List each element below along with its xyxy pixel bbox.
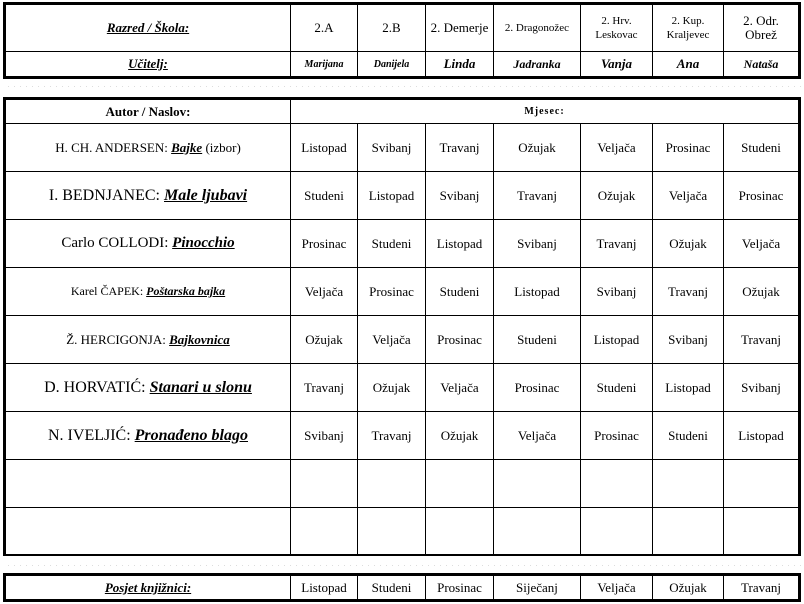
library-visit-table <box>3 573 801 602</box>
book-author: H. CH. ANDERSEN: <box>55 139 168 155</box>
library-month-cell: Veljača <box>581 576 653 600</box>
month-cell: Svibanj <box>358 124 426 172</box>
month-cell: Travanj <box>291 364 358 412</box>
schedule-row <box>6 364 799 412</box>
month-cell: Travanj <box>653 268 724 316</box>
month-cell: Prosinac <box>291 220 358 268</box>
month-cell: Studeni <box>426 268 494 316</box>
month-cell: Svibanj <box>494 220 581 268</box>
book-title: Male ljubavi <box>164 186 248 204</box>
teacher-cell: Vanja <box>581 52 653 77</box>
book-author: N. IVELJIĆ: <box>48 426 131 444</box>
month-header: Mjesec: <box>291 100 799 124</box>
month-cell: Listopad <box>291 124 358 172</box>
book-author: Karel ČAPEK: <box>70 284 144 298</box>
month-cell: Svibanj <box>653 316 724 364</box>
month-cell: Ožujak <box>581 172 653 220</box>
month-cell: Prosinac <box>494 364 581 412</box>
empty-cell <box>291 508 358 556</box>
empty-cell <box>358 508 426 556</box>
book-title: Pronađeno blago <box>134 426 248 444</box>
month-cell: Listopad <box>358 172 426 220</box>
schedule-row <box>6 412 799 460</box>
teacher-cell: Marijana <box>291 52 358 77</box>
month-cell: Veljača <box>291 268 358 316</box>
empty-cell <box>426 460 494 508</box>
empty-row <box>6 460 799 508</box>
month-cell: Travanj <box>494 172 581 220</box>
month-cell: Travanj <box>581 220 653 268</box>
empty-cell <box>6 460 291 508</box>
library-month-cell: Listopad <box>291 576 358 600</box>
empty-cell <box>494 460 581 508</box>
empty-cell <box>653 460 724 508</box>
book-author: I. BEDNJANEC: <box>48 186 160 204</box>
month-cell: Veljača <box>653 172 724 220</box>
month-cell: Prosinac <box>426 316 494 364</box>
class-cell: 2.B <box>358 5 426 52</box>
empty-cell <box>724 460 799 508</box>
month-cell: Ožujak <box>724 268 799 316</box>
empty-cell <box>426 508 494 556</box>
book-title: Pinocchio <box>172 235 235 251</box>
month-cell: Svibanj <box>291 412 358 460</box>
book-title: Bajke <box>171 139 203 155</box>
month-cell: Studeni <box>653 412 724 460</box>
book-cell <box>6 172 291 220</box>
month-cell: Prosinac <box>581 412 653 460</box>
book-title: Stanari u slonu <box>149 378 252 396</box>
month-cell: Veljača <box>494 412 581 460</box>
empty-cell <box>494 508 581 556</box>
month-cell: Listopad <box>724 412 799 460</box>
class-cell: 2. Demerje <box>426 5 494 52</box>
book-cell <box>6 268 291 316</box>
month-cell: Svibanj <box>581 268 653 316</box>
empty-cell <box>581 508 653 556</box>
empty-cell <box>653 508 724 556</box>
month-cell: Svibanj <box>724 364 799 412</box>
book-author: Ž. HERCIGONJA: <box>66 331 166 347</box>
month-cell: Travanj <box>724 316 799 364</box>
empty-cell <box>291 460 358 508</box>
schedule-row <box>6 124 799 172</box>
teacher-cell: Jadranka <box>494 52 581 77</box>
month-cell: Ožujak <box>426 412 494 460</box>
month-cell: Studeni <box>581 364 653 412</box>
library-visit-label: Posjet knjižnici: <box>6 576 291 600</box>
month-cell: Studeni <box>358 220 426 268</box>
month-cell: Veljača <box>581 124 653 172</box>
schedule-row <box>6 172 799 220</box>
empty-cell <box>6 508 291 556</box>
month-cell: Prosinac <box>724 172 799 220</box>
month-cell: Ožujak <box>494 124 581 172</box>
book-cell <box>6 220 291 268</box>
library-month-cell: Travanj <box>724 576 799 600</box>
schedule-row <box>6 220 799 268</box>
month-cell: Listopad <box>426 220 494 268</box>
book-title: Bajkovnica <box>169 331 230 347</box>
month-cell: Travanj <box>358 412 426 460</box>
library-month-cell: Ožujak <box>653 576 724 600</box>
month-cell: Travanj <box>426 124 494 172</box>
library-month-cell: Prosinac <box>426 576 494 600</box>
class-label: Razred / Škola: <box>6 5 291 52</box>
library-month-cell: Siječanj <box>494 576 581 600</box>
month-cell: Listopad <box>581 316 653 364</box>
book-cell <box>6 364 291 412</box>
header-table <box>3 2 801 79</box>
book-cell <box>6 412 291 460</box>
class-cell: 2. Hrv. Leskovac <box>581 5 653 52</box>
class-cell: 2.A <box>291 5 358 52</box>
author-title-header: Autor / Naslov: <box>6 100 291 124</box>
month-cell: Prosinac <box>358 268 426 316</box>
teacher-cell: Linda <box>426 52 494 77</box>
class-cell: 2. Dragonožec <box>494 5 581 52</box>
teacher-cell: Nataša <box>724 52 799 77</box>
divider <box>3 565 801 566</box>
month-cell: Ožujak <box>358 364 426 412</box>
month-cell: Prosinac <box>653 124 724 172</box>
month-cell: Listopad <box>653 364 724 412</box>
month-cell: Veljača <box>358 316 426 364</box>
book-title: Poštarska bajka <box>146 284 226 298</box>
library-month-cell: Studeni <box>358 576 426 600</box>
month-cell: Ožujak <box>653 220 724 268</box>
reading-schedule-table <box>3 97 801 556</box>
book-cell <box>6 316 291 364</box>
month-cell: Veljača <box>426 364 494 412</box>
book-author: Carlo COLLODI: <box>61 235 169 251</box>
divider <box>3 86 801 87</box>
empty-cell <box>358 460 426 508</box>
schedule-row <box>6 268 799 316</box>
empty-row <box>6 508 799 556</box>
month-cell: Studeni <box>291 172 358 220</box>
class-cell: 2. Kup. Kraljevec <box>653 5 724 52</box>
teacher-label: Učitelj: <box>6 52 291 77</box>
book-author: D. HORVATIĆ: <box>44 378 146 396</box>
month-cell: Ožujak <box>291 316 358 364</box>
schedule-row <box>6 316 799 364</box>
month-cell: Listopad <box>494 268 581 316</box>
empty-cell <box>581 460 653 508</box>
teacher-cell: Danijela <box>358 52 426 77</box>
month-cell: Svibanj <box>426 172 494 220</box>
month-cell: Veljača <box>724 220 799 268</box>
book-cell <box>6 124 291 172</box>
month-cell: Studeni <box>494 316 581 364</box>
empty-cell <box>724 508 799 556</box>
teacher-cell: Ana <box>653 52 724 77</box>
class-cell: 2. Odr. Obrež <box>724 5 799 52</box>
month-cell: Studeni <box>724 124 799 172</box>
book-note: (izbor) <box>205 139 241 155</box>
